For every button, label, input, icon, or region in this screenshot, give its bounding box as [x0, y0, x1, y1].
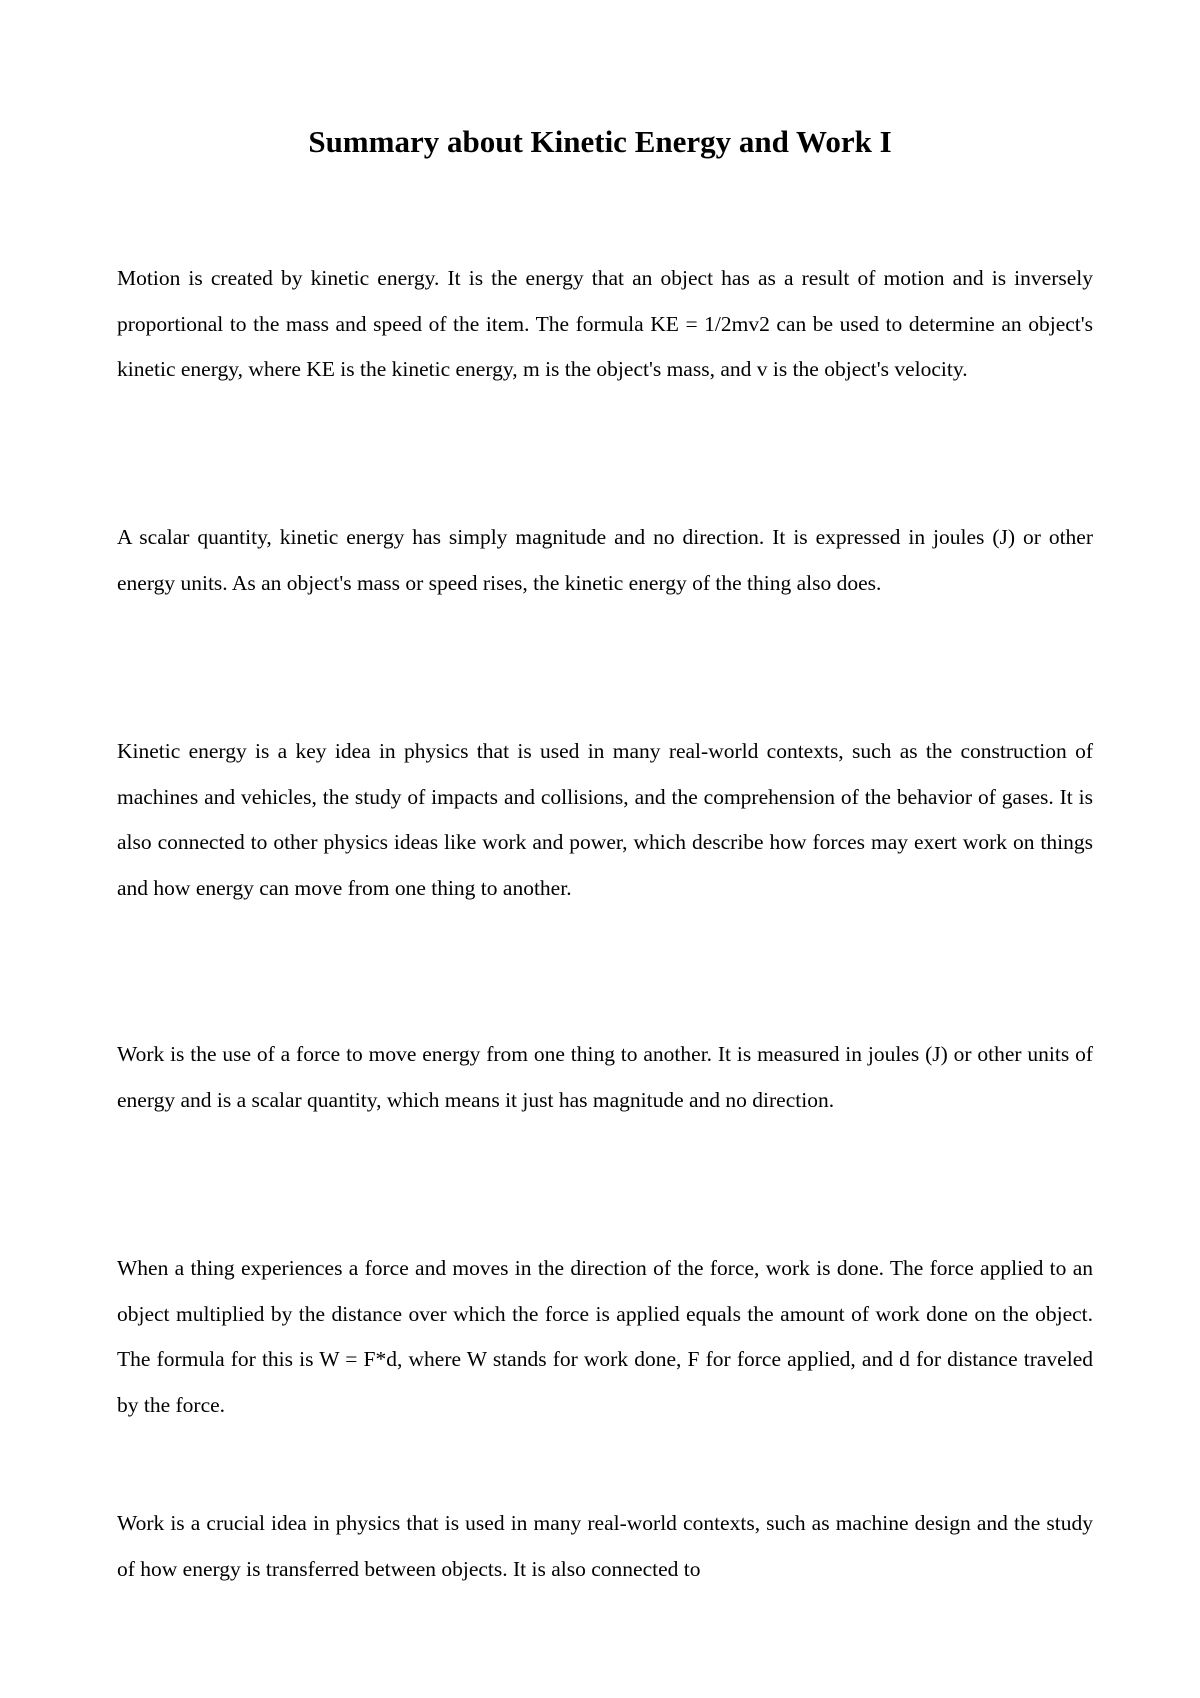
document-title: Summary about Kinetic Energy and Work I: [308, 124, 892, 159]
paragraph-kinetic-energy-definition: Motion is created by kinetic energy. It is the energy that an object has as a result of motion and is inversely proportional to the mass and speed of the item. The formula KE = 1/2mv2 can be used to determine an object's kinetic energy, where KE is the kinetic energy, m is the object's mass, and v is the object's velocity.: [117, 266, 1093, 381]
paragraph-kinetic-energy-scalar: A scalar quantity, kinetic energy has simply magnitude and no direction. It is expressed in joules (J) or other energy units. As an object's mass or speed rises, the kinetic energy of the thing also does.: [117, 525, 1093, 595]
paragraph-kinetic-energy-applications: Kinetic energy is a key idea in physics that is used in many real-world contexts, such as the construction of machines and vehicles, the study of impacts and collisions, and the comprehension of the behavior of gases. It is also connected to other physics ideas like work and power, which describe how forces may exert work on things and how energy can move from one thing to another.: [117, 739, 1093, 900]
paragraph-work-formula: When a thing experiences a force and moves in the direction of the force, work is done. The force applied to an object multiplied by the distance over which the force is applied equals the amount of work done on the object. The formula for this is W = F*d, where W stands for work done, F for force applied, and d for distance traveled by the force.: [117, 1256, 1093, 1417]
paragraph-work-definition: Work is the use of a force to move energy from one thing to another. It is measured in joules (J) or other units of energy and is a scalar quantity, which means it just has magnitude and no direction.: [117, 1042, 1093, 1112]
paragraph-work-applications: Work is a crucial idea in physics that is used in many real-world contexts, such as machine design and the study of how energy is transferred between objects. It is also connected to: [117, 1511, 1093, 1581]
